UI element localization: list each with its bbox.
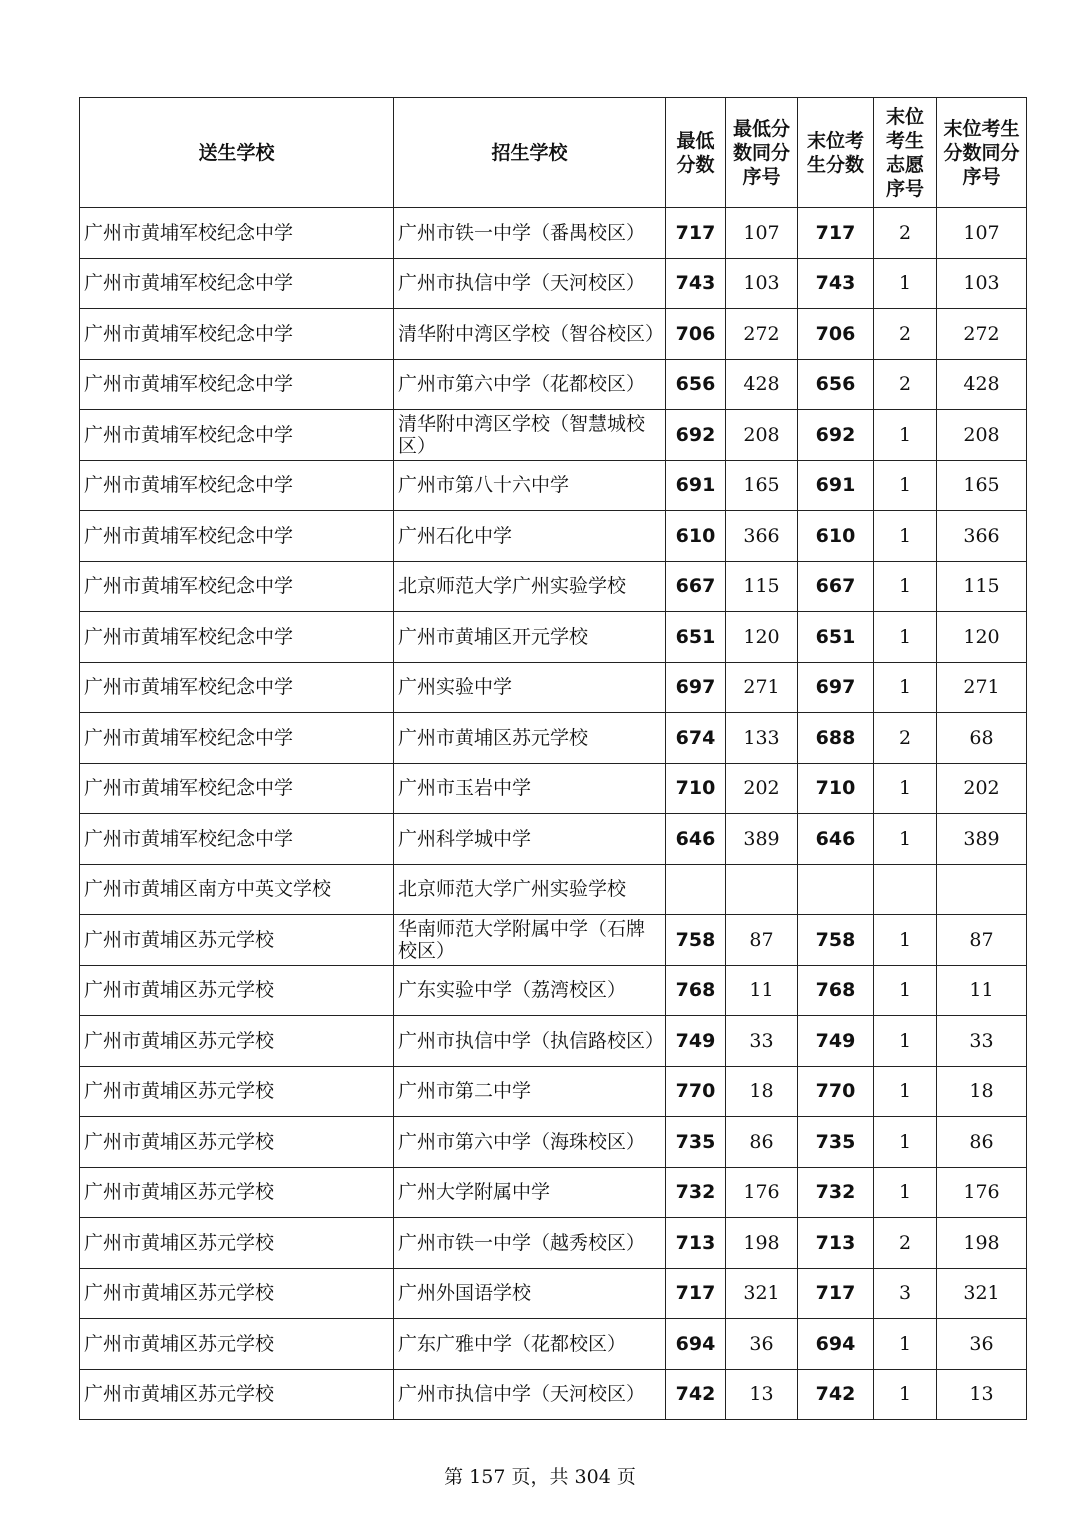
- sending-school-cell: 广州市黄埔军校纪念中学: [80, 763, 394, 814]
- table-row: [80, 1016, 1027, 1067]
- min-score-tie-rank-cell: 115: [726, 561, 798, 612]
- last-score-tie-rank-cell: 120: [937, 612, 1027, 663]
- min-score-cell: 735: [666, 1117, 726, 1168]
- last-score-tie-rank-cell: 321: [937, 1268, 1027, 1319]
- admitting-school-cell: 广州石化中学: [394, 511, 666, 562]
- last-score-cell: 651: [798, 612, 874, 663]
- min-score-tie-rank-cell: [726, 864, 798, 915]
- header-min-score: [666, 98, 726, 208]
- min-score-cell: 697: [666, 662, 726, 713]
- last-score-cell: 717: [798, 1268, 874, 1319]
- header-line: 末位考生: [943, 117, 1020, 140]
- last-choice-rank-cell: 1: [874, 1167, 937, 1218]
- last-choice-rank-cell: 1: [874, 965, 937, 1016]
- min-score-cell: 610: [666, 511, 726, 562]
- admitting-school-cell: 广州市第八十六中学: [394, 460, 666, 511]
- table-row: [80, 1218, 1027, 1269]
- sending-school-cell: 广州市黄埔军校纪念中学: [80, 208, 394, 259]
- sending-school-cell: 广州市黄埔军校纪念中学: [80, 309, 394, 360]
- sending-school-cell: 广州市黄埔军校纪念中学: [80, 410, 394, 461]
- last-score-cell: 717: [798, 208, 874, 259]
- table-row: [80, 561, 1027, 612]
- admitting-school-cell: 北京师范大学广州实验学校: [394, 561, 666, 612]
- sending-school-cell: 广州市黄埔军校纪念中学: [80, 359, 394, 410]
- last-score-tie-rank-cell: 202: [937, 763, 1027, 814]
- admitting-school-cell: 广东广雅中学（花都校区）: [394, 1319, 666, 1370]
- min-score-tie-rank-cell: 272: [726, 309, 798, 360]
- min-score-tie-rank-cell: 86: [726, 1117, 798, 1168]
- min-score-tie-rank-cell: 87: [726, 915, 798, 966]
- min-score-tie-rank-cell: 103: [726, 258, 798, 309]
- last-choice-rank-cell: 2: [874, 359, 937, 410]
- min-score-tie-rank-cell: 107: [726, 208, 798, 259]
- admitting-school-cell: 广州市铁一中学（番禺校区）: [394, 208, 666, 259]
- table-row: [80, 662, 1027, 713]
- sending-school-cell: 广州市黄埔区苏元学校: [80, 1016, 394, 1067]
- table-body: [80, 208, 1027, 1420]
- table-row: [80, 612, 1027, 663]
- last-score-tie-rank-cell: 165: [937, 460, 1027, 511]
- table-row: [80, 511, 1027, 562]
- min-score-cell: 742: [666, 1369, 726, 1420]
- min-score-cell: 717: [666, 208, 726, 259]
- sending-school-cell: 广州市黄埔区苏元学校: [80, 1167, 394, 1218]
- header-line: 序号: [962, 165, 1001, 188]
- sending-school-cell: 广州市黄埔军校纪念中学: [80, 814, 394, 865]
- header-line: 数同分: [732, 141, 790, 164]
- min-score-cell: 667: [666, 561, 726, 612]
- header-line: 末位考: [806, 129, 864, 152]
- last-choice-rank-cell: 3: [874, 1268, 937, 1319]
- min-score-tie-rank-cell: 13: [726, 1369, 798, 1420]
- last-score-cell: 742: [798, 1369, 874, 1420]
- last-score-tie-rank-cell: 86: [937, 1117, 1027, 1168]
- min-score-cell: 717: [666, 1268, 726, 1319]
- last-score-cell: 710: [798, 763, 874, 814]
- table-row: [80, 410, 1027, 461]
- header-line: 序号: [742, 165, 781, 188]
- header-line: 招生学校: [491, 141, 568, 164]
- min-score-tie-rank-cell: 389: [726, 814, 798, 865]
- last-score-tie-rank-cell: 107: [937, 208, 1027, 259]
- last-choice-rank-cell: [874, 864, 937, 915]
- admitting-school-cell: 广州市第六中学（海珠校区）: [394, 1117, 666, 1168]
- last-score-cell: 743: [798, 258, 874, 309]
- sending-school-cell: 广州市黄埔军校纪念中学: [80, 511, 394, 562]
- min-score-tie-rank-cell: 428: [726, 359, 798, 410]
- sending-school-cell: 广州市黄埔区苏元学校: [80, 965, 394, 1016]
- table-row: [80, 763, 1027, 814]
- header-last-score-tie-rank: [937, 98, 1027, 208]
- min-score-cell: 651: [666, 612, 726, 663]
- last-choice-rank-cell: 2: [874, 208, 937, 259]
- sending-school-cell: 广州市黄埔军校纪念中学: [80, 612, 394, 663]
- header-line: 最低: [676, 129, 715, 152]
- min-score-cell: 743: [666, 258, 726, 309]
- min-score-tie-rank-cell: 202: [726, 763, 798, 814]
- table-row: [80, 915, 1027, 966]
- last-choice-rank-cell: 2: [874, 309, 937, 360]
- last-choice-rank-cell: 1: [874, 1066, 937, 1117]
- admitting-school-cell: 广州市执信中学（天河校区）: [394, 258, 666, 309]
- table-row: [80, 460, 1027, 511]
- last-choice-rank-cell: 1: [874, 814, 937, 865]
- page-footer: 第 157 页，共 304 页: [444, 1466, 636, 1488]
- last-score-tie-rank-cell: 11: [937, 965, 1027, 1016]
- last-score-cell: 694: [798, 1319, 874, 1370]
- sending-school-cell: 广州市黄埔军校纪念中学: [80, 561, 394, 612]
- last-score-cell: 697: [798, 662, 874, 713]
- last-score-cell: 768: [798, 965, 874, 1016]
- min-score-tie-rank-cell: 321: [726, 1268, 798, 1319]
- last-score-cell: 758: [798, 915, 874, 966]
- table-row: [80, 359, 1027, 410]
- last-score-cell: 732: [798, 1167, 874, 1218]
- last-choice-rank-cell: 1: [874, 662, 937, 713]
- last-score-cell: 692: [798, 410, 874, 461]
- header-line: 生分数: [806, 153, 864, 176]
- last-choice-rank-cell: 1: [874, 915, 937, 966]
- min-score-tie-rank-cell: 120: [726, 612, 798, 663]
- admitting-school-cell: 广州市执信中学（天河校区）: [394, 1369, 666, 1420]
- min-score-cell: [666, 864, 726, 915]
- last-score-tie-rank-cell: 198: [937, 1218, 1027, 1269]
- admitting-school-cell: 广州科学城中学: [394, 814, 666, 865]
- table-row: [80, 814, 1027, 865]
- last-choice-rank-cell: 1: [874, 460, 937, 511]
- header-line: 送生学校: [198, 141, 275, 164]
- header-line: 序号: [885, 177, 924, 200]
- last-score-cell: 667: [798, 561, 874, 612]
- last-score-tie-rank-cell: 115: [937, 561, 1027, 612]
- sending-school-cell: 广州市黄埔区苏元学校: [80, 1066, 394, 1117]
- table-row: [80, 713, 1027, 764]
- last-choice-rank-cell: 1: [874, 1117, 937, 1168]
- last-score-tie-rank-cell: 271: [937, 662, 1027, 713]
- admitting-school-cell: 广东实验中学（荔湾校区）: [394, 965, 666, 1016]
- table-row: [80, 1268, 1027, 1319]
- table-row: [80, 1167, 1027, 1218]
- header-min-score-tie-rank: [726, 98, 798, 208]
- header-last-score: [798, 98, 874, 208]
- admitting-school-cell: 广州市第二中学: [394, 1066, 666, 1117]
- min-score-cell: 732: [666, 1167, 726, 1218]
- sending-school-cell: 广州市黄埔军校纪念中学: [80, 460, 394, 511]
- last-score-tie-rank-cell: 33: [937, 1016, 1027, 1067]
- sending-school-cell: 广州市黄埔区苏元学校: [80, 1319, 394, 1370]
- last-score-cell: 646: [798, 814, 874, 865]
- sending-school-cell: 广州市黄埔区苏元学校: [80, 1369, 394, 1420]
- last-score-tie-rank-cell: [937, 864, 1027, 915]
- last-choice-rank-cell: 1: [874, 410, 937, 461]
- last-score-tie-rank-cell: 176: [937, 1167, 1027, 1218]
- min-score-cell: 710: [666, 763, 726, 814]
- admitting-school-cell: 清华附中湾区学校（智谷校区）: [394, 309, 666, 360]
- min-score-tie-rank-cell: 165: [726, 460, 798, 511]
- min-score-tie-rank-cell: 198: [726, 1218, 798, 1269]
- last-choice-rank-cell: 1: [874, 258, 937, 309]
- min-score-cell: 770: [666, 1066, 726, 1117]
- header-line: 分数: [676, 153, 715, 176]
- min-score-tie-rank-cell: 18: [726, 1066, 798, 1117]
- admitting-school-cell: 华南师范大学附属中学（石牌校区）: [394, 915, 666, 966]
- min-score-tie-rank-cell: 271: [726, 662, 798, 713]
- admitting-school-cell: 北京师范大学广州实验学校: [394, 864, 666, 915]
- table-row: [80, 208, 1027, 259]
- table-header-row: [80, 98, 1027, 208]
- last-score-cell: 770: [798, 1066, 874, 1117]
- header-line: 考生: [885, 129, 924, 152]
- sending-school-cell: 广州市黄埔区苏元学校: [80, 1218, 394, 1269]
- last-score-cell: 713: [798, 1218, 874, 1269]
- last-choice-rank-cell: 2: [874, 1218, 937, 1269]
- last-score-tie-rank-cell: 13: [937, 1369, 1027, 1420]
- last-score-cell: 735: [798, 1117, 874, 1168]
- header-line: 志愿: [885, 153, 924, 176]
- last-score-tie-rank-cell: 103: [937, 258, 1027, 309]
- last-choice-rank-cell: 1: [874, 763, 937, 814]
- sending-school-cell: 广州市黄埔区苏元学校: [80, 1268, 394, 1319]
- admission-score-table: [79, 97, 1027, 1420]
- last-score-tie-rank-cell: 389: [937, 814, 1027, 865]
- sending-school-cell: 广州市黄埔区南方中英文学校: [80, 864, 394, 915]
- min-score-tie-rank-cell: 133: [726, 713, 798, 764]
- min-score-cell: 692: [666, 410, 726, 461]
- table-row: [80, 864, 1027, 915]
- last-score-cell: 610: [798, 511, 874, 562]
- sending-school-cell: 广州市黄埔区苏元学校: [80, 915, 394, 966]
- min-score-cell: 706: [666, 309, 726, 360]
- admitting-school-cell: 广州市黄埔区苏元学校: [394, 713, 666, 764]
- last-score-cell: 656: [798, 359, 874, 410]
- last-choice-rank-cell: 1: [874, 511, 937, 562]
- min-score-cell: 768: [666, 965, 726, 1016]
- min-score-tie-rank-cell: 176: [726, 1167, 798, 1218]
- admitting-school-cell: 广州大学附属中学: [394, 1167, 666, 1218]
- header-admitting-school: [394, 98, 666, 208]
- table-row: [80, 1117, 1027, 1168]
- table-row: [80, 258, 1027, 309]
- sending-school-cell: 广州市黄埔军校纪念中学: [80, 662, 394, 713]
- last-choice-rank-cell: 1: [874, 612, 937, 663]
- admitting-school-cell: 广州市黄埔区开元学校: [394, 612, 666, 663]
- last-score-cell: 706: [798, 309, 874, 360]
- min-score-tie-rank-cell: 36: [726, 1319, 798, 1370]
- last-score-cell: [798, 864, 874, 915]
- admitting-school-cell: 广州市铁一中学（越秀校区）: [394, 1218, 666, 1269]
- min-score-tie-rank-cell: 366: [726, 511, 798, 562]
- header-line: 分数同分: [943, 141, 1020, 164]
- last-choice-rank-cell: 1: [874, 1369, 937, 1420]
- admitting-school-cell: 广州市第六中学（花都校区）: [394, 359, 666, 410]
- min-score-cell: 694: [666, 1319, 726, 1370]
- last-score-cell: 691: [798, 460, 874, 511]
- min-score-tie-rank-cell: 11: [726, 965, 798, 1016]
- table-row: [80, 965, 1027, 1016]
- last-score-cell: 749: [798, 1016, 874, 1067]
- last-score-tie-rank-cell: 428: [937, 359, 1027, 410]
- admitting-school-cell: 广州市玉岩中学: [394, 763, 666, 814]
- last-score-tie-rank-cell: 68: [937, 713, 1027, 764]
- last-score-tie-rank-cell: 36: [937, 1319, 1027, 1370]
- last-score-cell: 688: [798, 713, 874, 764]
- last-choice-rank-cell: 1: [874, 1319, 937, 1370]
- min-score-cell: 749: [666, 1016, 726, 1067]
- min-score-cell: 691: [666, 460, 726, 511]
- last-score-tie-rank-cell: 366: [937, 511, 1027, 562]
- table-row: [80, 1319, 1027, 1370]
- min-score-cell: 646: [666, 814, 726, 865]
- min-score-tie-rank-cell: 208: [726, 410, 798, 461]
- admitting-school-cell: 广州实验中学: [394, 662, 666, 713]
- min-score-cell: 713: [666, 1218, 726, 1269]
- last-score-tie-rank-cell: 18: [937, 1066, 1027, 1117]
- sending-school-cell: 广州市黄埔区苏元学校: [80, 1117, 394, 1168]
- last-choice-rank-cell: 2: [874, 713, 937, 764]
- last-choice-rank-cell: 1: [874, 561, 937, 612]
- admitting-school-cell: 广州市执信中学（执信路校区）: [394, 1016, 666, 1067]
- header-line: 最低分: [732, 117, 790, 140]
- last-score-tie-rank-cell: 272: [937, 309, 1027, 360]
- header-last-choice-rank: [874, 98, 937, 208]
- last-choice-rank-cell: 1: [874, 1016, 937, 1067]
- min-score-cell: 656: [666, 359, 726, 410]
- table-row: [80, 309, 1027, 360]
- last-score-tie-rank-cell: 87: [937, 915, 1027, 966]
- sending-school-cell: 广州市黄埔军校纪念中学: [80, 258, 394, 309]
- header-line: 末位: [885, 105, 924, 128]
- min-score-cell: 758: [666, 915, 726, 966]
- table-row: [80, 1369, 1027, 1420]
- admitting-school-cell: 广州外国语学校: [394, 1268, 666, 1319]
- min-score-cell: 674: [666, 713, 726, 764]
- min-score-tie-rank-cell: 33: [726, 1016, 798, 1067]
- last-score-tie-rank-cell: 208: [937, 410, 1027, 461]
- header-sending-school: [80, 98, 394, 208]
- admitting-school-cell: 清华附中湾区学校（智慧城校区）: [394, 410, 666, 461]
- table-row: [80, 1066, 1027, 1117]
- sending-school-cell: 广州市黄埔军校纪念中学: [80, 713, 394, 764]
